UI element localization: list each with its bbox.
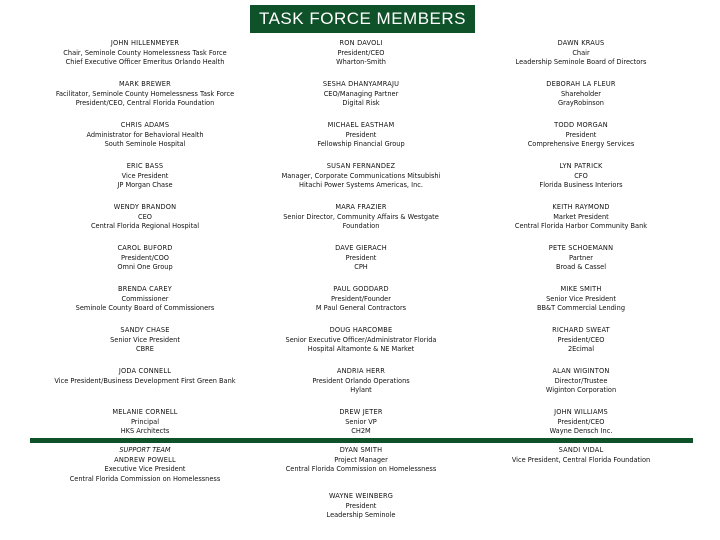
member-name: CAROL BUFORD — [117, 244, 173, 252]
member-detail: JP Morgan Chase — [117, 181, 173, 190]
member-detail: Shareholder — [560, 89, 602, 98]
member-name: ANDREW POWELL — [114, 455, 176, 464]
member-name: SANDI VIDAL — [558, 446, 604, 454]
member-detail: Chief Executive Officer Emeritus Orlando Health — [65, 58, 225, 67]
member-detail: Hylant — [350, 386, 372, 395]
member-detail: Hospital Altamonte & NE Market — [307, 345, 415, 354]
member-name: DEBORAH LA FLEUR — [546, 80, 616, 88]
member-row — [0, 242, 720, 283]
member-detail: Vice President/Business Development First Green Bank — [54, 376, 236, 385]
page-title: TASK FORCE MEMBERS — [250, 5, 475, 33]
member-detail: Senior Director, Community Affairs & Westgate — [283, 212, 439, 221]
member-detail: Wayne Densch Inc. — [549, 427, 613, 436]
support-entry — [436, 446, 720, 465]
member-detail: Central Florida Commission on Homelessness — [285, 465, 437, 474]
member-detail: Director/Trustee — [554, 376, 608, 385]
member-detail: CEO/Managing Partner — [323, 89, 399, 98]
member-detail: Florida Business Interiors — [539, 181, 623, 190]
member-detail: Wharton-Smith — [336, 58, 386, 67]
member-detail: Fellowship Financial Group — [317, 140, 405, 149]
member-detail: Commissioner — [121, 294, 169, 303]
member-row — [0, 283, 720, 324]
members-grid — [0, 37, 720, 447]
member-detail: Central Florida Harbor Community Bank — [514, 222, 648, 231]
member-name: MARA FRAZIER — [335, 203, 387, 211]
member-detail: Hitachi Power Systems Americas, Inc. — [299, 181, 423, 190]
member-detail: Central Florida Commission on Homelessness — [69, 474, 221, 483]
member-detail: Project Manager — [334, 455, 388, 464]
member-entry — [436, 39, 720, 68]
member-name: BRENDA CAREY — [117, 285, 173, 293]
member-name: JOHN HILLENMEYER — [110, 39, 180, 47]
member-row — [0, 119, 720, 160]
member-detail: Facilitator, Seminole County Homelessness Task Force — [55, 89, 235, 98]
member-name: MELANIE CORNELL — [112, 408, 178, 416]
member-entry — [436, 80, 720, 109]
member-detail: CBRE — [136, 345, 154, 354]
member-entry — [436, 285, 720, 314]
member-detail: Leadership Seminole — [326, 511, 396, 520]
member-name: PAUL GODDARD — [333, 285, 389, 293]
member-detail: President — [345, 501, 377, 510]
member-detail: Manager, Corporate Communications Mitsubishi — [281, 171, 441, 180]
member-name: DYAN SMITH — [339, 446, 383, 454]
member-detail: Vice President, Central Florida Foundation — [511, 455, 651, 464]
member-detail: Broad & Cassel — [555, 263, 607, 272]
member-name: JOHN WILLIAMS — [554, 408, 608, 416]
member-detail: President/CEO — [337, 48, 385, 57]
member-detail: President — [565, 130, 597, 139]
member-name: JODA CONNELL — [118, 367, 172, 375]
member-name: RICHARD SWEAT — [552, 326, 610, 334]
member-entry — [436, 408, 720, 437]
member-name: DAVE GIERACH — [335, 244, 387, 252]
member-entry-footer — [216, 492, 506, 521]
member-name: PETE SCHOEMANN — [548, 244, 614, 252]
member-name: LYN PATRICK — [559, 162, 603, 170]
section-divider — [30, 438, 693, 443]
member-detail: Chair, Seminole County Homelessness Task Force — [63, 48, 227, 57]
member-row — [0, 365, 720, 406]
member-detail: Senior Vice President — [546, 294, 616, 303]
member-detail: Vice President — [121, 171, 169, 180]
member-detail: Senior Vice President — [110, 335, 180, 344]
member-detail: President/CEO — [557, 417, 605, 426]
member-detail: South Seminole Hospital — [104, 140, 186, 149]
member-name: ALAN WIGINTON — [552, 367, 610, 375]
member-row — [0, 37, 720, 78]
member-detail: Foundation — [342, 222, 380, 231]
member-detail: Market President — [553, 212, 609, 221]
member-entry — [436, 121, 720, 150]
member-name: WENDY BRANDON — [113, 203, 177, 211]
member-detail: President/CEO — [557, 335, 605, 344]
member-detail: President/COO — [121, 253, 169, 262]
member-detail: BB&T Commercial Lending — [536, 304, 626, 313]
member-name: DAWN KRAUS — [557, 39, 605, 47]
member-name: CHRIS ADAMS — [120, 121, 170, 129]
support-heading: SUPPORT TEAM — [119, 446, 171, 454]
member-detail: President — [345, 130, 377, 139]
member-detail: Executive Vice President — [104, 465, 186, 474]
member-detail: President/CEO, Central Florida Foundation — [75, 99, 215, 108]
member-name: DOUG HARCOMBE — [329, 326, 393, 334]
member-name: MIKE SMITH — [560, 285, 602, 293]
member-name: WAYNE WEINBERG — [328, 492, 394, 500]
member-detail: Leadership Seminole Board of Directors — [515, 58, 647, 67]
member-name: KEITH RAYMOND — [552, 203, 610, 211]
member-name: SUSAN FERNANDEZ — [326, 162, 396, 170]
member-entry — [436, 326, 720, 355]
member-detail: GrayRobinson — [558, 99, 604, 108]
member-row — [0, 160, 720, 201]
member-name: SESHA DHANYAMRAJU — [322, 80, 400, 88]
member-name: SANDY CHASE — [120, 326, 170, 334]
member-entry — [436, 203, 720, 232]
member-entry — [436, 244, 720, 273]
member-entry — [436, 162, 720, 191]
member-detail: CPH — [354, 263, 368, 272]
member-row — [0, 201, 720, 242]
member-detail: President Orlando Operations — [312, 376, 410, 385]
member-detail: Partner — [569, 253, 593, 262]
member-detail: Comprehensive Energy Services — [527, 140, 635, 149]
member-detail: Senior Executive Officer/Administrator Florida — [285, 335, 437, 344]
member-name: RON DAVOLI — [339, 39, 383, 47]
member-detail: Digital Risk — [342, 99, 380, 108]
member-detail: M Paul General Contractors — [315, 304, 407, 313]
member-name: ANDRIA HERR — [336, 367, 386, 375]
member-row — [0, 78, 720, 119]
member-detail: Omni One Group — [117, 263, 173, 272]
member-row — [0, 324, 720, 365]
member-detail: HKS Architects — [120, 427, 170, 436]
member-detail: CEO — [138, 212, 152, 221]
member-detail: Senior VP — [345, 417, 377, 426]
member-name: MARK BREWER — [119, 80, 171, 88]
member-name: ERIC BASS — [126, 162, 164, 170]
member-detail: Seminole County Board of Commissioners — [75, 304, 215, 313]
member-detail: CH2M — [351, 427, 371, 436]
member-detail: 2Ecimal — [567, 345, 595, 354]
member-name: DREW JETER — [339, 408, 383, 416]
member-detail: Administrator for Behavioral Health — [86, 130, 204, 139]
member-detail: CFO — [574, 171, 588, 180]
member-detail: President/Founder — [331, 294, 391, 303]
member-detail: Principal — [130, 417, 160, 426]
member-detail: Central Florida Regional Hospital — [90, 222, 200, 231]
member-name: TODD MORGAN — [554, 121, 608, 129]
member-detail: President — [345, 253, 377, 262]
member-detail: Wiginton Corporation — [545, 386, 617, 395]
member-entry — [436, 367, 720, 396]
member-name: MICHAEL EASTHAM — [327, 121, 395, 129]
member-detail: Chair — [572, 48, 590, 57]
